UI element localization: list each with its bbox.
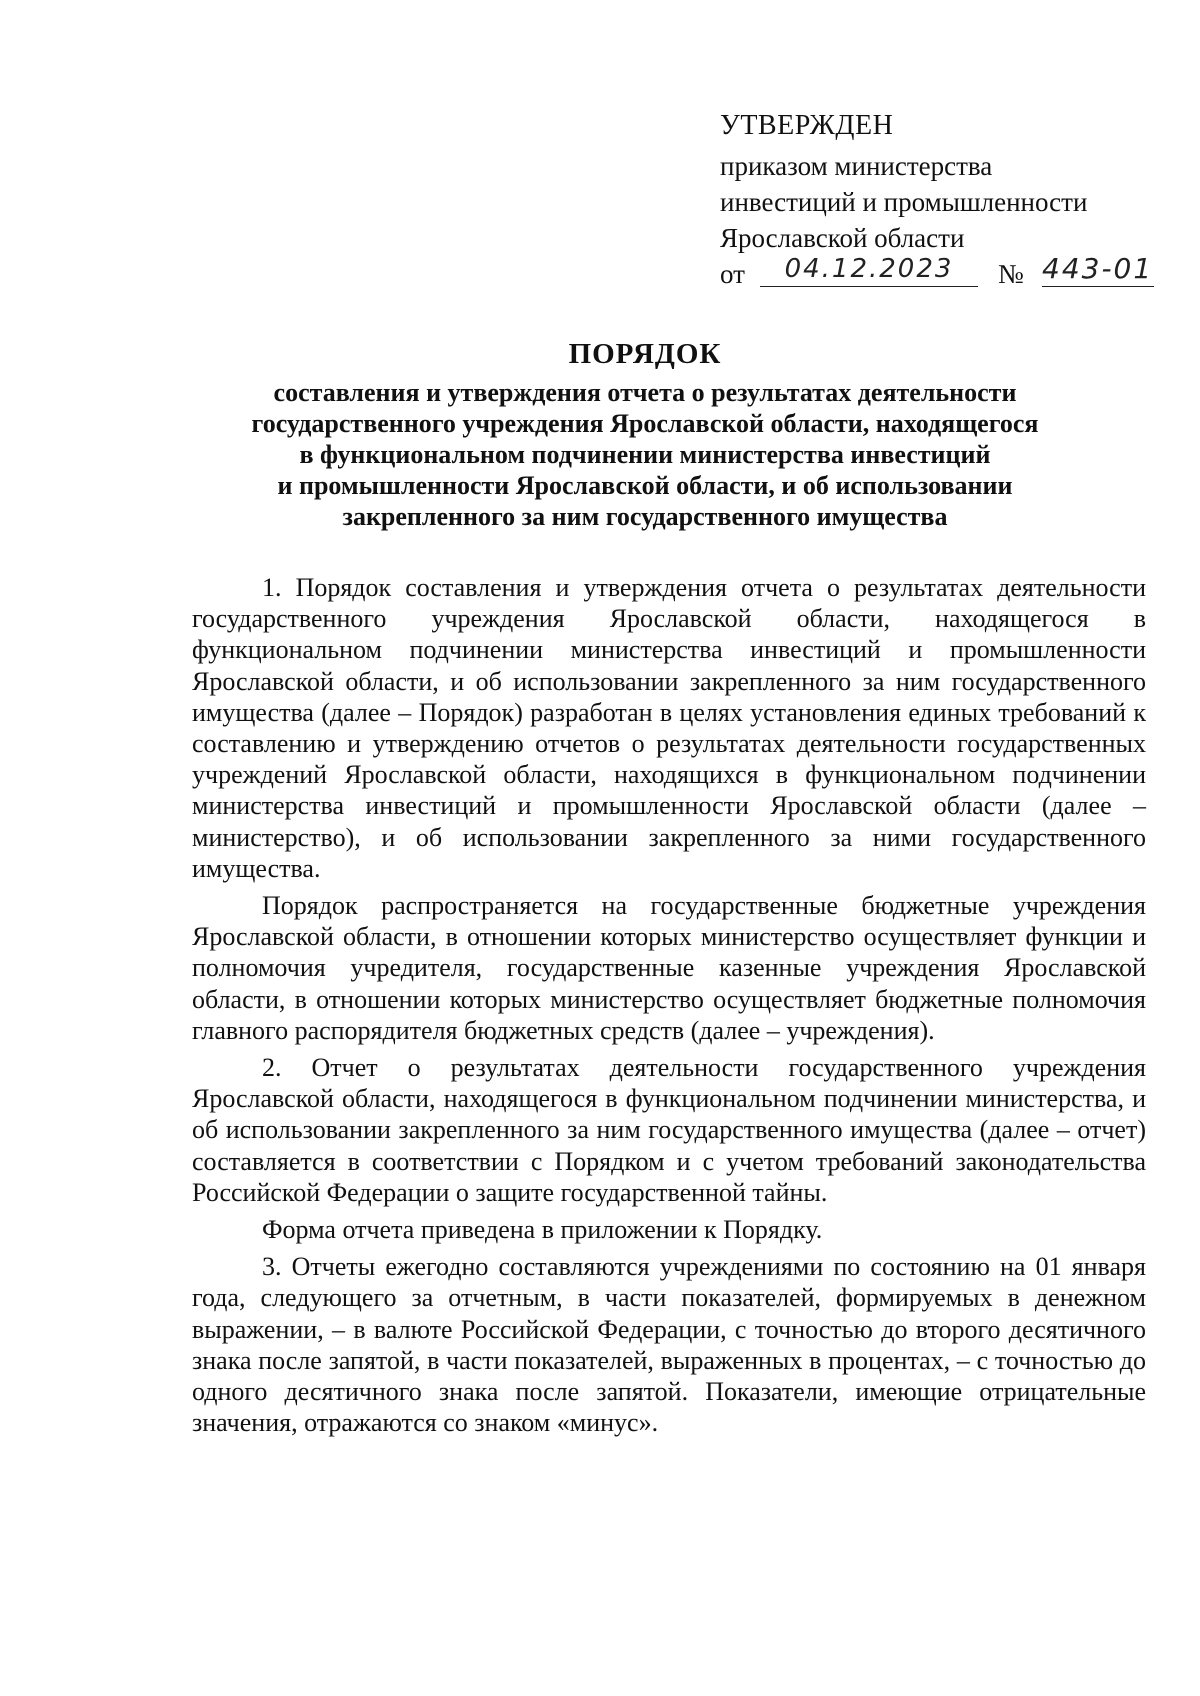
approval-number-label: № bbox=[998, 259, 1024, 289]
paragraph-3: 2. Отчет о результатах деятельности государственного учреждения Ярославской области, находящегося в функциональном подчинении министерства, и об использовании закрепленного за ним государственного имущества (далее – отчет) составляется в соответствии с Порядком и с учетом требований законодательства Российской Федерации о защите государственной тайны. bbox=[192, 1053, 1146, 1207]
approval-line-3: Ярославской области bbox=[720, 223, 965, 253]
approval-stamp bbox=[720, 108, 1160, 296]
approval-number-handwritten: 443-01 bbox=[1042, 252, 1154, 285]
approval-date-handwritten: 04.12.2023 bbox=[760, 252, 978, 287]
approval-from-label: от bbox=[720, 259, 745, 289]
document-heading bbox=[180, 338, 1110, 532]
approval-line-1: приказом министерства bbox=[720, 151, 993, 181]
document-subtitle bbox=[180, 377, 1110, 532]
subtitle-line: государственного учреждения Ярославской области, находящегося bbox=[251, 409, 1039, 438]
subtitle-line: закрепленного за ним государственного имущества bbox=[342, 502, 948, 531]
approval-line-2: инвестиций и промышленности bbox=[720, 187, 1088, 217]
paragraph-5: 3. Отчеты ежегодно составляются учреждениями по состоянию на 01 января года, следующего за отчетным, в части показателей, формируемых в денежном выражении, – в валюте Российской Федерации, с точностью до второго десятичного знака после запятой, в части показателей, выраженных в процентах, – с точностью до одного десятичного знака после запятой. Показатели, имеющие отрицательные значения, отражаются со знаком «минус». bbox=[192, 1252, 1146, 1438]
subtitle-line: составления и утверждения отчета о результатах деятельности bbox=[273, 378, 1017, 407]
approval-date-row bbox=[720, 252, 1160, 296]
paragraph-4: Форма отчета приведена в приложении к Порядку. bbox=[262, 1215, 823, 1245]
paragraph-1: 1. Порядок составления и утверждения отчета о результатах деятельности государственного учреждения Ярославской области, находящегося в функциональном подчинении министерства инвестиций и промышленности Ярославской области, и об использовании закрепленного за ним государственного имущества (далее – Порядок) разработан в целях установления единых требований к составлению и утверждению отчетов о результатах деятельности государственных учреждений Ярославской области, находящихся в функциональном подчинении министерства инвестиций и промышленности Ярославской области (далее – министерство), и об использовании закрепленного за ними государственного имущества. bbox=[192, 573, 1146, 883]
document-body bbox=[192, 572, 1146, 1444]
paragraph-2: Порядок распространяется на государственные бюджетные учреждения Ярославской области, в отношении которых министерство осуществляет функции и полномочия учредителя, государственные казенные учреждения Ярославской области, в отношении которых министерство осуществляет бюджетные полномочия главного распорядителя бюджетных средств (далее – учреждения). bbox=[192, 891, 1146, 1045]
subtitle-line: в функциональном подчинении министерства инвестиций bbox=[299, 440, 991, 469]
subtitle-line: и промышленности Ярославской области, и об использовании bbox=[277, 471, 1013, 500]
document-title: ПОРЯДОК bbox=[568, 338, 722, 370]
approval-title: УТВЕРЖДЕН bbox=[720, 110, 894, 141]
